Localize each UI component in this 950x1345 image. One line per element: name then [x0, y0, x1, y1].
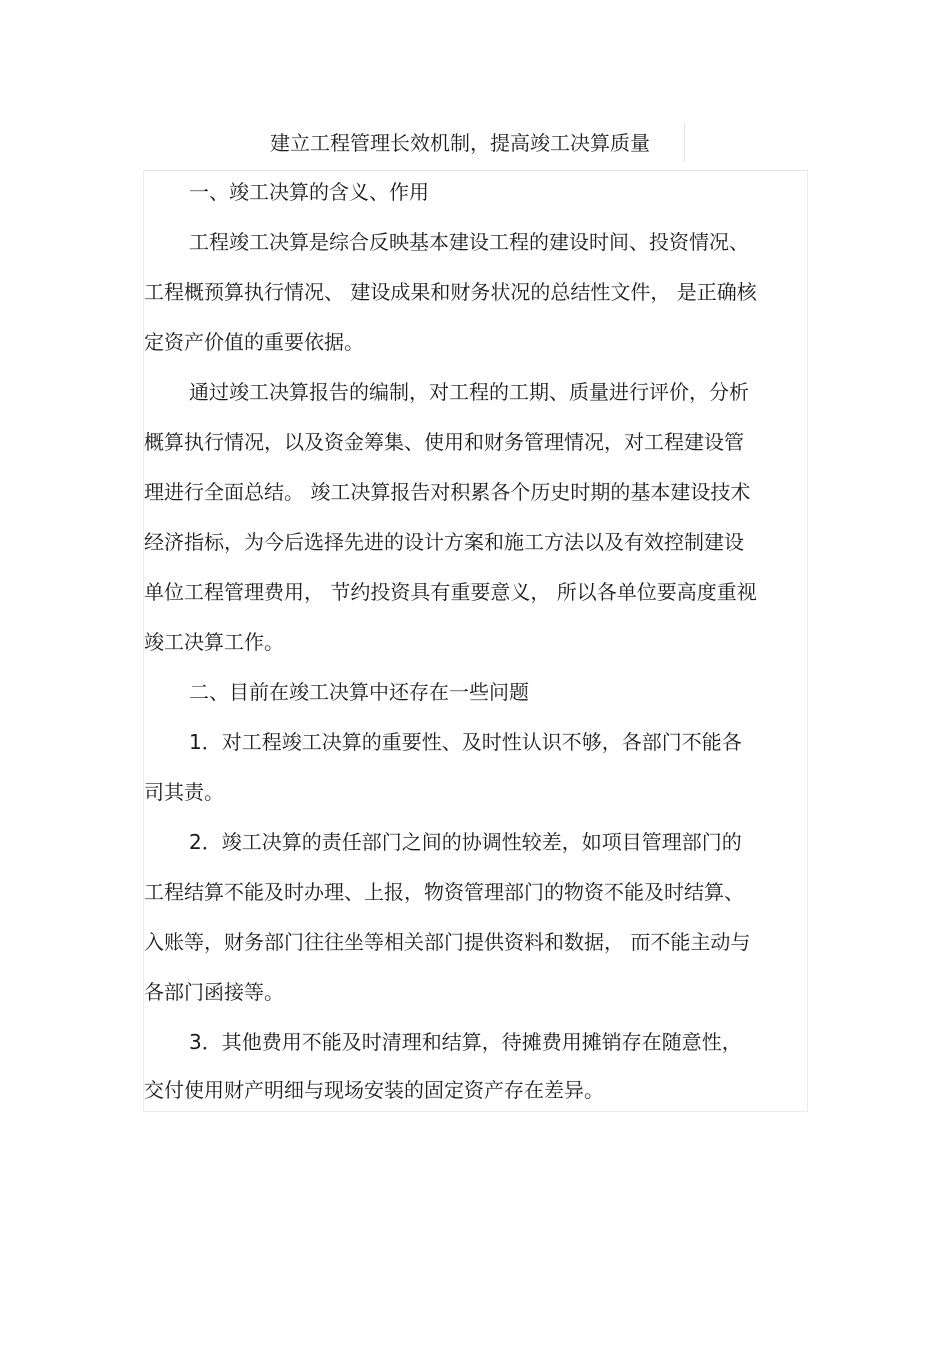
paragraph-line: 定资产价值的重要依据。: [144, 330, 364, 354]
list-item-line: 各部门函接等。: [144, 980, 284, 1004]
section-heading-2: 二、目前在竣工决算中还存在一些问题: [189, 680, 529, 704]
document-body: [143, 170, 808, 1112]
list-item-line: 1．对工程竣工决算的重要性、及时性认识不够，各部门不能各: [189, 730, 742, 754]
document-title: 建立工程管理长效机制，提高竣工决算质量: [270, 131, 650, 155]
paragraph-line: 工程竣工决算是综合反映基本建设工程的建设时间、投资情况、: [189, 230, 749, 254]
list-item-line: 3．其他费用不能及时清理和结算，待摊费用摊销存在随意性，: [189, 1030, 742, 1054]
title-box: [260, 122, 685, 162]
list-item-line: 工程结算不能及时办理、上报，物资管理部门的物资不能及时结算、: [144, 880, 744, 904]
paragraph-line: 工程概预算执行情况、 建设成果和财务状况的总结性文件， 是正确核: [144, 280, 757, 304]
list-item-line: 司其责。: [144, 780, 224, 804]
list-item-line: 入账等，财务部门往往坐等相关部门提供资料和数据， 而不能主动与: [144, 930, 751, 954]
paragraph-line: 经济指标，为今后选择先进的设计方案和施工方法以及有效控制建设: [144, 530, 744, 554]
section-heading-1: 一、竣工决算的含义、作用: [189, 180, 429, 204]
paragraph-line: 概算执行情况，以及资金筹集、使用和财务管理情况，对工程建设管: [144, 430, 744, 454]
paragraph-line: 理进行全面总结。 竣工决算报告对积累各个历史时期的基本建设技术: [144, 480, 751, 504]
list-item-line: 交付使用财产明细与现场安装的固定资产存在差异。: [144, 1078, 604, 1102]
paragraph-line: 竣工决算工作。: [144, 630, 284, 654]
paragraph-line: 通过竣工决算报告的编制，对工程的工期、质量进行评价，分析: [189, 380, 749, 404]
list-item-line: 2．竣工决算的责任部门之间的协调性较差，如项目管理部门的: [189, 830, 742, 854]
paragraph-line: 单位工程管理费用， 节约投资具有重要意义， 所以各单位要高度重视: [144, 580, 757, 604]
